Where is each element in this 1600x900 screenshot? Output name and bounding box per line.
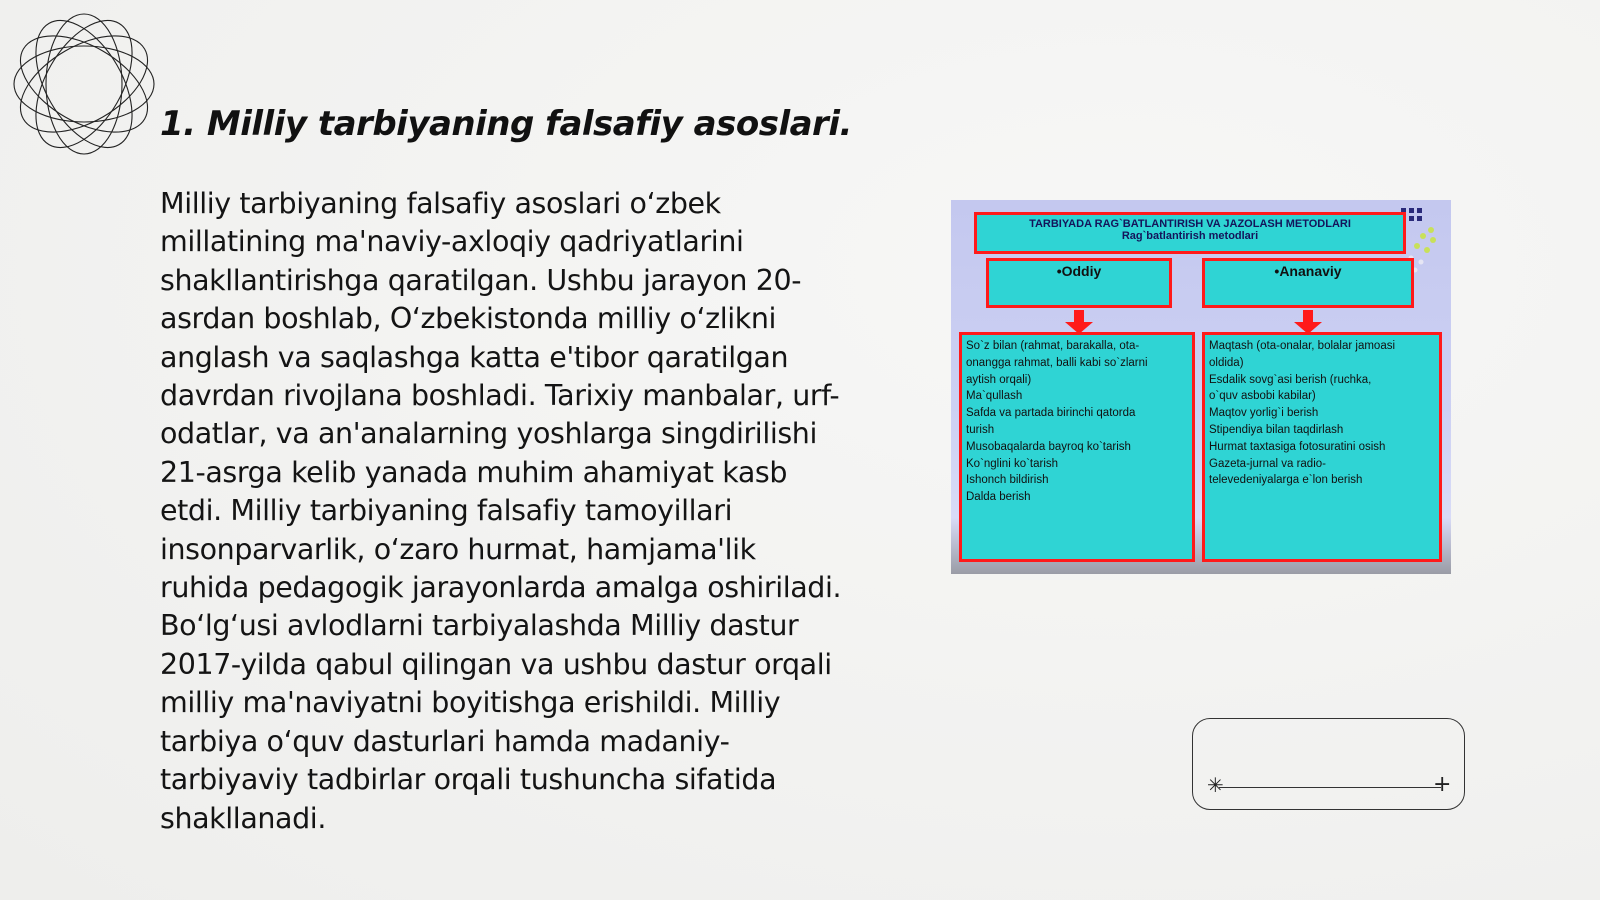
list-item: televedeniyalarga e`lon berish (1209, 474, 1363, 487)
slide-title: 1. Milliy tarbiyaning falsafiy asoslari. (160, 104, 852, 144)
list-item: Ishonch bildirish (966, 474, 1049, 487)
list-item: o`quv asbobi kabilar) (1209, 390, 1316, 403)
list-item: Hurmat taxtasiga fotosuratini osish (1209, 440, 1386, 453)
diagram-list-ananaviy (1202, 332, 1442, 562)
list-item: Ko`nglini ko`tarish (966, 457, 1059, 470)
decorative-line (1219, 787, 1441, 788)
rings-ornament-icon (10, 10, 158, 158)
slide-body-text: Milliy tarbiyaning falsafiy asoslari o‘zbek millatining ma'naviy-axloqiy qadriyatlarini shakllantirishga qaratilgan. Ushbu jarayon 20-asrdan boshlab, O‘zbekistonda milliy o‘zlikni anglash va saqlashga katta e'tibor qaratilgan davrdan rivojlana boshladi. Tarixiy manbalar, urf-odatlar, va an'analarning yoshlarga singdirilishi 21-asrga kelib yanada muhim ahamiyat kasb etdi. Milliy tarbiyaning falsafiy tamoyillari insonparvarlik, o‘zaro hurmat, hamjama'lik ruhida pedagogik jarayonlarda amalga oshiriladi. Bo‘lg‘usi avlodlarni tarbiyalashda Milliy dastur 2017-yilda qabul qilingan va ushbu dastur orqali milliy ma'naviyatni boyitishga erishildi. Milliy tarbiya o‘quv dasturlari hamda madaniy-tarbiyaviy tadbirlar orqali tushuncha sifatida shakllanadi. (160, 187, 842, 835)
diagram-header-title: TARBIYADA RAG`BATLANTIRISH VA JAZOLASH METODLARI (1029, 218, 1351, 230)
list-item: Dalda berish (966, 491, 1031, 504)
diagram-header-subtitle: Rag`batlantirish metodlari (1121, 230, 1259, 242)
diagram-heading-ananaviy: •Ananaviy (1202, 258, 1414, 308)
list-item: Gazeta-jurnal va radio- (1209, 457, 1326, 470)
list-item: Maqtash (ota-onalar, bolalar jamoasi (1209, 340, 1396, 352)
list-item: Stipendiya bilan taqdirlash (1209, 423, 1344, 436)
decorative-frame (1192, 718, 1465, 810)
diagram-list-oddiy (959, 332, 1195, 562)
embedded-diagram-image (951, 200, 1451, 574)
list-item: Maqtov yorlig`i berish (1209, 407, 1319, 420)
list-item: Esdalik sovg`asi berish (ruchka, (1209, 373, 1372, 386)
star-icon: ✳ (1207, 773, 1224, 797)
list-item: onangga rahmat, balli kabi so`zlarni (966, 356, 1148, 369)
list-item: aytish orqali) (966, 373, 1032, 386)
diagram-heading-oddiy: •Oddiy (986, 258, 1172, 308)
list-item: So`z bilan (rahmat, barakalla, ota- (966, 340, 1140, 352)
list-item: oldida) (1209, 356, 1244, 369)
sparkle-icon: + (1433, 772, 1452, 797)
list-item: Ma`qullash (966, 390, 1023, 403)
list-item: Musobaqalarda bayroq ko`tarish (966, 440, 1131, 453)
diagram-header-box (974, 212, 1406, 254)
list-item: Safda va partada birinchi qatorda (966, 407, 1136, 420)
list-item: turish (966, 423, 995, 436)
